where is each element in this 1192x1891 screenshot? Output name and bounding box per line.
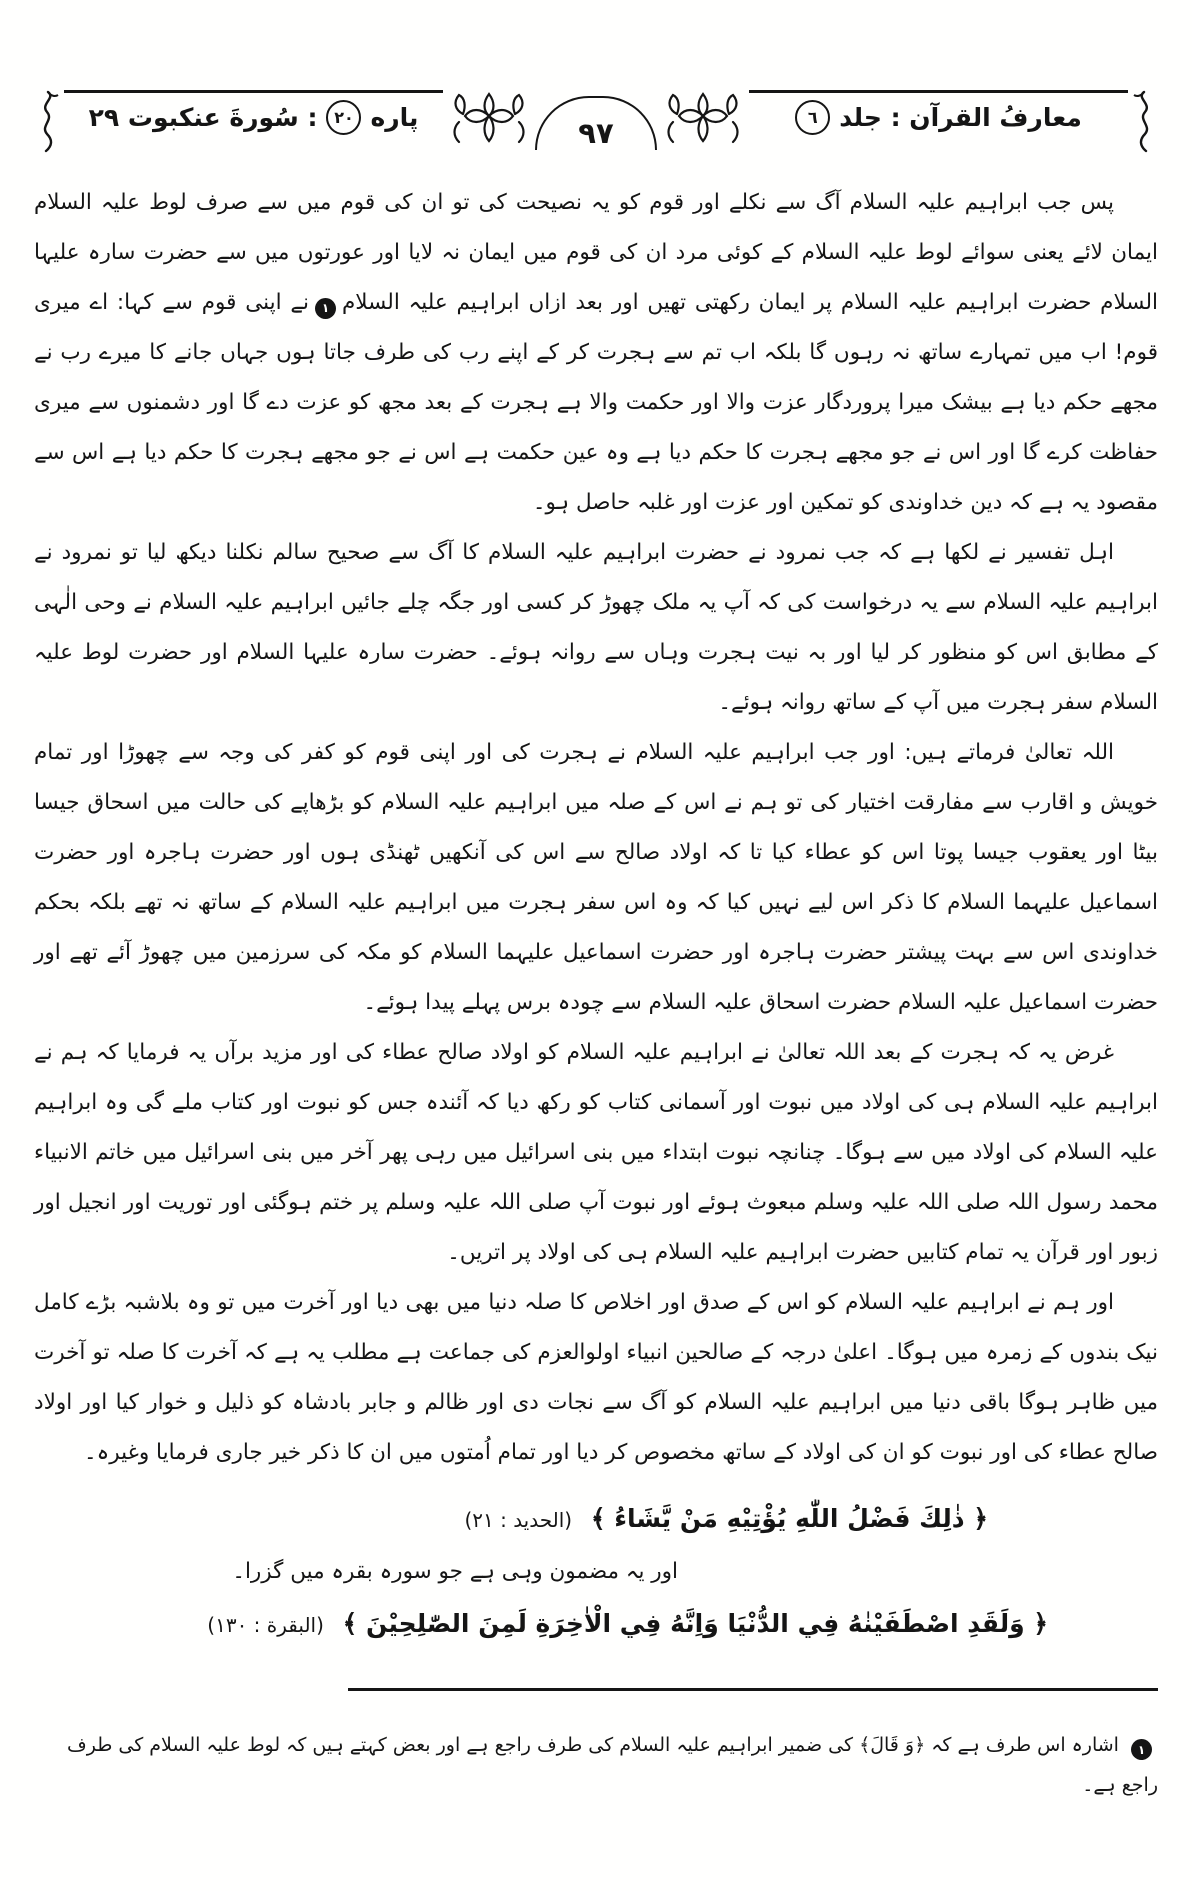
paragraph-text: اللہ تعالیٰ فرماتے ہیں: اور جب ابراہیم علیہ السلام نے ہجرت کی اور اپنی قوم کو کفر کی وجہ سے چھوڑا اور تمام خویش و اقارب سے مفارقت اختیار کی تو ہم نے اس کے صلہ میں ابراہیم علیہ السلام کو بڑھاپے کی حالت میں اسحاق جیسا بیٹا اور یعقوب جیسا پوتا اس کو عطاء کیا تا کہ اولاد صالح سے اس کی آنکھیں ٹھنڈی ہوں اور حضرت ہاجرہ اور حضرت اسماعیل علیہما السلام کا ذکر اس لیے نہیں کیا کہ وہ اس سفر ہجرت میں ابراہیم علیہ السلام کے ساتھ نہ تھے بلکہ بحکم خداوندی اس سے بہت پیشتر حضرت ہاجرہ اور حضرت اسماعیل علیہما السلام کو مکہ کی سرزمین میں چھوڑ آئے تھے اور حضرت اسماعیل علیہ السلام حضرت اسحاق علیہ السلام سے چودہ برس پہلے پیدا ہوئے۔	[34, 740, 1158, 1015]
between-verses-note: اور یہ مضمون وہی ہے جو سورہ بقرہ میں گزرا۔	[232, 1558, 678, 1584]
paragraph-text: اہل تفسیر نے لکھا ہے کہ جب نمرود نے حضرت ابراہیم علیہ السلام کا آگ سے صحیح سالم نکلنا دیکھ لیا تو نمرود نے ابراہیم علیہ السلام سے یہ درخواست کی کہ آپ یہ ملک چھوڑ کر کسی اور جگہ چلے جائیں ابراہیم علیہ السلام نے وحی الٰہی کے مطابق اس کو منظور کر لیا اور بہ نیت ہجرت وہاں سے روانہ ہوئے۔ حضرت سارہ علیہا السلام اور حضرت لوط علیہ السلام سفر ہجرت میں آپ کے ساتھ روانہ ہوئے۔	[34, 540, 1158, 715]
edge-flourish-icon	[1132, 88, 1158, 154]
footnote-separator	[348, 1688, 1158, 1691]
verse-arabic: ﴿ ذٰلِكَ فَضْلُ اللّٰهِ يُؤْتِيْهِ مَنْ يَّشَاءُ ﴾	[590, 1504, 988, 1533]
paragraph-text: اور ہم نے ابراہیم علیہ السلام کو اس کے صدق اور اخلاص کا صلہ دنیا میں بھی دیا اور آخرت میں تو وہ بلاشبہ بڑے کامل نیک بندوں کے زمرہ میں ہوگا۔ اعلیٰ درجہ کے صالحین انبیاء اولوالعزم کی جماعت ہے مطلب یہ ہے کہ آخرت کا صلہ تو آخرت میں ظاہر ہوگا باقی دنیا میں ابراہیم علیہ السلام کو آگ سے نجات دی اور ظالم و جابر بادشاہ کو ذلیل و خوار کیا اور اولاد صالح عطاء کی اور نبوت کو ان کی اولاد کے ساتھ مخصوص کر دیا اور تمام اُمتوں میں ان کا ذکر خیر جاری فرمایا وغیرہ۔	[34, 1290, 1158, 1465]
verse-citation: (البقرة : ١٣٠)	[207, 1613, 324, 1638]
paragraph-text: پس جب ابراہیم علیہ السلام آگ سے نکلے اور قوم کو یہ نصیحت کی تو ان کی قوم میں سے صرف لوط علیہ السلام ایمان لائے یعنی سوائے لوط علیہ السلام کے کوئی مرد ان کی قوم میں ایمان نہ لایا اور عورتوں میں سے حضرت سارہ علیہا السلام حضرت ابراہیم علیہ السلام پر ایمان رکھتی تھیں اور بعد ازاں ابراہیم علیہ السلام	[34, 190, 1159, 315]
header-left-section	[64, 90, 443, 135]
paragraph-text: غرض یہ کہ ہجرت کے بعد اللہ تعالیٰ نے ابراہیم علیہ السلام کو اولاد صالح عطاء کی اور مزید برآں یہ فرمایا کہ ہم نے ابراہیم علیہ السلام ہی کی اولاد میں نبوت اور آسمانی کتاب کو رکھ دیا کہ آئندہ جس کو نبوت اور کتاب ملے گی وہ ابراہیم علیہ السلام کی اولاد میں سے ہوگا۔ چنانچہ نبوت ابتداء میں بنی اسرائیل میں رہی پھر آخر میں بنی اسرائیل میں خاتم الانبیاء محمد رسول اللہ صلی اللہ علیہ وسلم مبعوث ہوئے اور نبوت آپ صلی اللہ علیہ وسلم پر ختم ہوگئی اور توریت اور انجیل اور زبور اور قرآن یہ تمام کتابیں حضرت ابراہیم علیہ السلام ہی کی اولاد پر اتریں۔	[34, 1040, 1158, 1265]
footnote-ref-marker: ١	[315, 298, 336, 319]
para-label: پاره	[370, 103, 419, 132]
floral-ornament-icon	[661, 88, 745, 148]
paragraph	[34, 1278, 1158, 1478]
page-header	[34, 0, 1158, 154]
verse-citation: (الحدید : ٢١)	[464, 1508, 573, 1532]
floral-ornament-icon	[447, 88, 531, 148]
verse-arabic: ﴿ وَلَقَدِ اصْطَفَيْنٰهُ فِي الدُّنْيَا وَاِنَّهُ فِي الْاٰخِرَةِ لَمِنَ الصّٰلِحِيْنَ ﴾	[342, 1609, 1048, 1639]
header-right-section	[749, 90, 1128, 135]
footnote-text: اشارہ اس طرف ہے کہ ﴿وَ قَالَ﴾ کی ضمیر ابراہیم علیہ السلام کی طرف راجع ہے اور بعض کہتے ہیں کہ لوط علیہ السلام کی طرف راجع ہے۔	[67, 1733, 1158, 1796]
footnote	[34, 1725, 1158, 1805]
surah-label: : سُورةَ عنكبوت ٢٩	[88, 103, 318, 132]
paragraph	[34, 178, 1158, 528]
quran-verse-1	[464, 1498, 988, 1541]
page-number-arch	[535, 96, 657, 150]
edge-flourish-icon	[34, 88, 60, 154]
body-paragraphs	[34, 178, 1158, 1478]
paragraph	[34, 728, 1158, 1028]
paragraph-text: نے اپنی قوم سے کہا: اے میری قوم! اب میں تمہارے ساتھ نہ رہوں گا بلکہ اب تم سے ہجرت کر کے اپنے رب کی طرف جاتا ہوں جہاں جانے کا میرے رب نے مجھے حکم دیا ہے بیشک میرا پروردگار عزت والا اور حکمت والا ہے ہجرت کے بعد مجھ کو عزت دے گا اور دشمنوں سے میری حفاظت کرے گا اور اس نے جو مجھے ہجرت کا حکم دیا ہے وہ عین حکمت ہے اس نے جو مجھے ہجرت کا حکم دیا ہے اس سے مقصود یہ ہے کہ دین خداوندی کو تمکین اور عزت اور غلبہ حاصل ہو۔	[34, 290, 1158, 515]
paragraph	[34, 528, 1158, 728]
page-number: ٩٧	[578, 116, 614, 150]
book-title: معارفُ القرآن : جلد	[839, 103, 1082, 132]
volume-number-badge: ٦	[795, 100, 830, 135]
footnote-marker: ١	[1131, 1739, 1152, 1760]
paragraph	[34, 1028, 1158, 1278]
para-number-badge: ٢٠	[326, 100, 361, 135]
quran-verse-2	[207, 1603, 1048, 1646]
